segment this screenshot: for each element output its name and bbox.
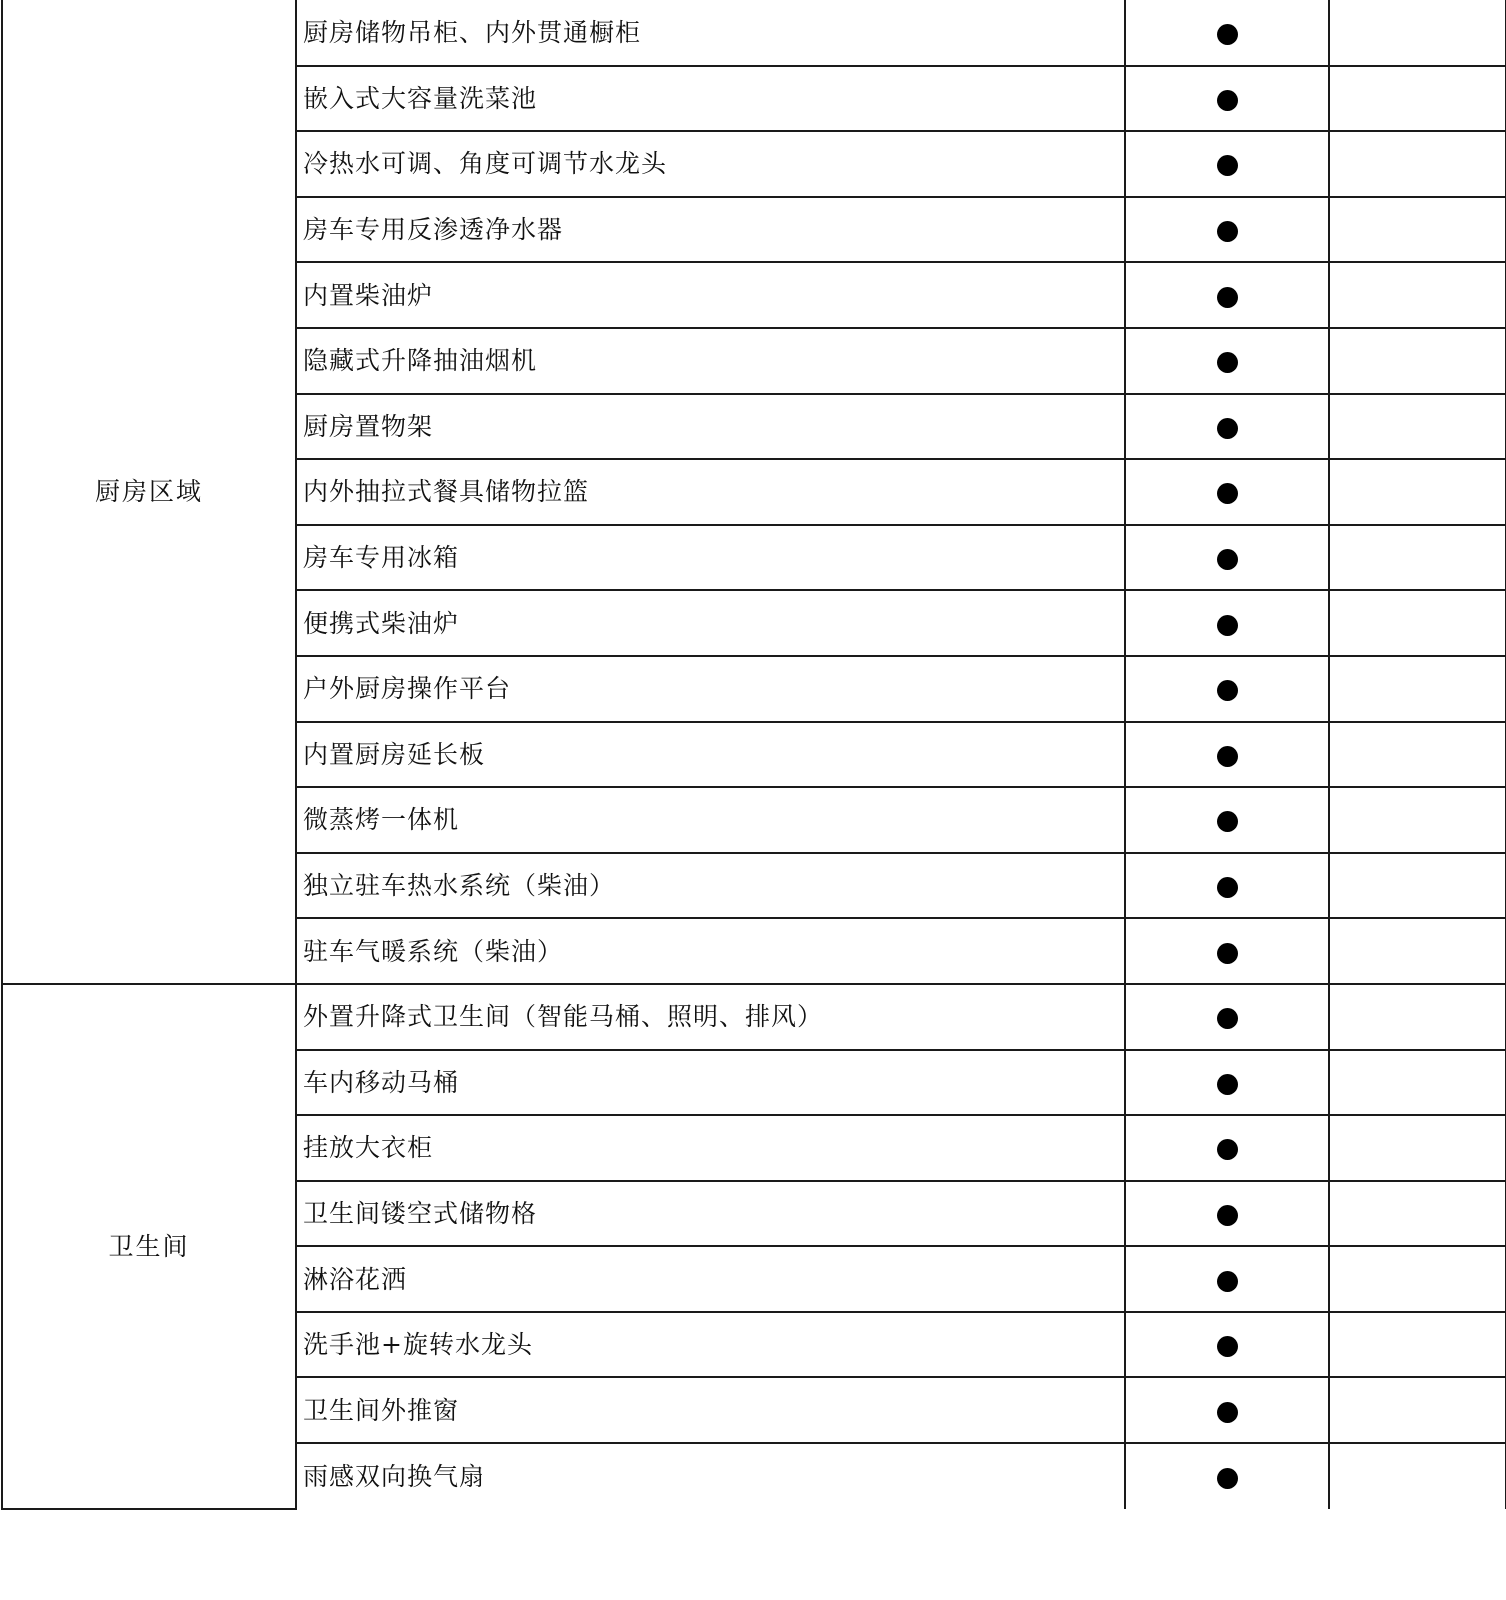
item-name-cell: 厨房储物吊柜、内外贯通橱柜 xyxy=(296,0,1125,66)
item-name-cell: 嵌入式大容量洗菜池 xyxy=(296,66,1125,132)
category-cell: 卫生间 xyxy=(2,984,296,1509)
standard-cell xyxy=(1125,262,1329,328)
category-cell: 厨房区域 xyxy=(2,0,296,984)
equipment-spec-table xyxy=(1,0,1506,1510)
item-name-cell: 外置升降式卫生间（智能马桶、照明、排风） xyxy=(296,984,1125,1050)
optional-cell xyxy=(1329,262,1506,328)
optional-cell xyxy=(1329,66,1506,132)
optional-cell xyxy=(1329,328,1506,394)
standard-cell xyxy=(1125,328,1329,394)
item-name-cell: 房车专用冰箱 xyxy=(296,525,1125,591)
item-name-cell: 雨感双向换气扇 xyxy=(296,1443,1125,1509)
standard-cell xyxy=(1125,1246,1329,1312)
filled-dot-icon xyxy=(1217,418,1238,439)
standard-cell xyxy=(1125,590,1329,656)
filled-dot-icon xyxy=(1217,943,1238,964)
item-name-cell: 内置厨房延长板 xyxy=(296,722,1125,788)
standard-cell xyxy=(1125,656,1329,722)
optional-cell xyxy=(1329,131,1506,197)
standard-cell xyxy=(1125,1377,1329,1443)
optional-cell xyxy=(1329,1377,1506,1443)
standard-cell xyxy=(1125,1181,1329,1247)
standard-cell xyxy=(1125,0,1329,66)
item-name-cell: 洗手池+旋转水龙头 xyxy=(296,1312,1125,1378)
filled-dot-icon xyxy=(1217,1468,1238,1489)
optional-cell xyxy=(1329,722,1506,788)
standard-cell xyxy=(1125,853,1329,919)
filled-dot-icon xyxy=(1217,1402,1238,1423)
standard-cell xyxy=(1125,525,1329,591)
item-name-cell: 冷热水可调、角度可调节水龙头 xyxy=(296,131,1125,197)
filled-dot-icon xyxy=(1217,746,1238,767)
standard-cell xyxy=(1125,722,1329,788)
optional-cell xyxy=(1329,1181,1506,1247)
optional-cell xyxy=(1329,984,1506,1050)
filled-dot-icon xyxy=(1217,287,1238,308)
standard-cell xyxy=(1125,984,1329,1050)
filled-dot-icon xyxy=(1217,1074,1238,1095)
item-name-cell: 微蒸烤一体机 xyxy=(296,787,1125,853)
filled-dot-icon xyxy=(1217,1336,1238,1357)
filled-dot-icon xyxy=(1217,1271,1238,1292)
item-name-cell: 房车专用反渗透净水器 xyxy=(296,197,1125,263)
optional-cell xyxy=(1329,1050,1506,1116)
optional-cell xyxy=(1329,394,1506,460)
item-name-cell: 挂放大衣柜 xyxy=(296,1115,1125,1181)
filled-dot-icon xyxy=(1217,680,1238,701)
item-name-cell: 便携式柴油炉 xyxy=(296,590,1125,656)
filled-dot-icon xyxy=(1217,549,1238,570)
optional-cell xyxy=(1329,1443,1506,1509)
filled-dot-icon xyxy=(1217,352,1238,373)
standard-cell xyxy=(1125,1312,1329,1378)
optional-cell xyxy=(1329,525,1506,591)
filled-dot-icon xyxy=(1217,1205,1238,1226)
standard-cell xyxy=(1125,459,1329,525)
standard-cell xyxy=(1125,131,1329,197)
item-name-cell: 独立驻车热水系统（柴油） xyxy=(296,853,1125,919)
filled-dot-icon xyxy=(1217,483,1238,504)
item-name-cell: 淋浴花洒 xyxy=(296,1246,1125,1312)
item-name-cell: 内外抽拉式餐具储物拉篮 xyxy=(296,459,1125,525)
filled-dot-icon xyxy=(1217,877,1238,898)
filled-dot-icon xyxy=(1217,1139,1238,1160)
standard-cell xyxy=(1125,918,1329,984)
item-name-cell: 户外厨房操作平台 xyxy=(296,656,1125,722)
item-name-cell: 卫生间镂空式储物格 xyxy=(296,1181,1125,1247)
standard-cell xyxy=(1125,787,1329,853)
item-name-cell: 隐藏式升降抽油烟机 xyxy=(296,328,1125,394)
item-name-cell: 厨房置物架 xyxy=(296,394,1125,460)
item-name-cell: 内置柴油炉 xyxy=(296,262,1125,328)
filled-dot-icon xyxy=(1217,221,1238,242)
standard-cell xyxy=(1125,197,1329,263)
standard-cell xyxy=(1125,1115,1329,1181)
filled-dot-icon xyxy=(1217,811,1238,832)
standard-cell xyxy=(1125,1050,1329,1116)
spec-table-body xyxy=(2,0,1506,1509)
filled-dot-icon xyxy=(1217,615,1238,636)
optional-cell xyxy=(1329,1246,1506,1312)
standard-cell xyxy=(1125,66,1329,132)
standard-cell xyxy=(1125,394,1329,460)
item-name-cell: 车内移动马桶 xyxy=(296,1050,1125,1116)
optional-cell xyxy=(1329,853,1506,919)
filled-dot-icon xyxy=(1217,24,1238,45)
item-name-cell: 卫生间外推窗 xyxy=(296,1377,1125,1443)
optional-cell xyxy=(1329,656,1506,722)
optional-cell xyxy=(1329,1312,1506,1378)
table-row xyxy=(2,984,1506,1050)
optional-cell xyxy=(1329,787,1506,853)
filled-dot-icon xyxy=(1217,155,1238,176)
table-row xyxy=(2,0,1506,66)
filled-dot-icon xyxy=(1217,1008,1238,1029)
optional-cell xyxy=(1329,918,1506,984)
optional-cell xyxy=(1329,459,1506,525)
optional-cell xyxy=(1329,197,1506,263)
optional-cell xyxy=(1329,0,1506,66)
optional-cell xyxy=(1329,590,1506,656)
standard-cell xyxy=(1125,1443,1329,1509)
optional-cell xyxy=(1329,1115,1506,1181)
filled-dot-icon xyxy=(1217,90,1238,111)
item-name-cell: 驻车气暖系统（柴油） xyxy=(296,918,1125,984)
